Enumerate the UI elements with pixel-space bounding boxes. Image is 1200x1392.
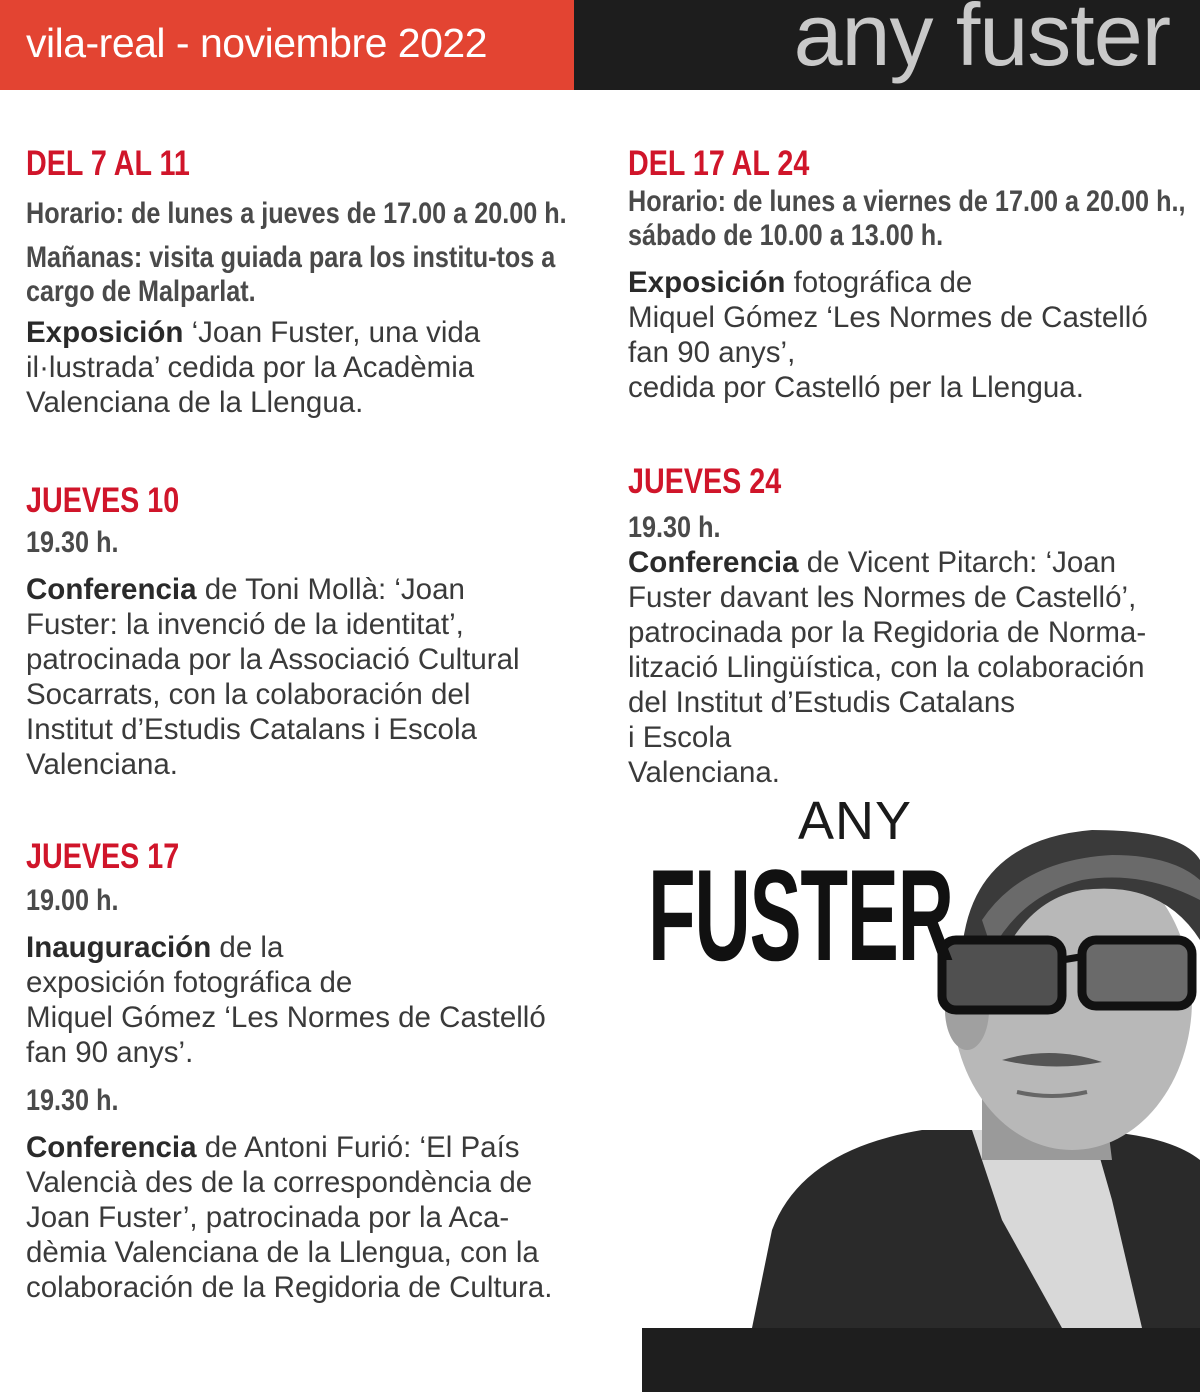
conference-lead: Conferencia: [26, 573, 197, 606]
exhibition-description: fotográfica de Miquel Gómez ‘Les Normes de Castelló fan 90 anys’, cedida por Castelló per la Llengua.: [628, 266, 1148, 404]
right-column: [628, 143, 1200, 790]
schedule-text: Horario: de lunes a viernes de 17.00 a 20.00 h., sábado de 10.00 a 13.00 h.: [628, 185, 1186, 252]
event-time: 19.30 h.: [26, 526, 119, 559]
schedule-text: Horario: de lunes a jueves de 17.00 a 20.00 h.: [26, 197, 567, 230]
conference-lead: Conferencia: [628, 546, 799, 579]
section-jueves-10: [26, 480, 626, 782]
exhibition-description: ‘Joan Fuster, una vida il·lustrada’ cedida por la Acadèmia Valenciana de la Llengua.: [26, 316, 481, 419]
exhibition-lead: Exposición: [628, 266, 786, 299]
section-title: DEL 17 AL 24: [628, 144, 810, 183]
left-column: [26, 143, 626, 1305]
header-brand-bar: [574, 0, 1200, 90]
section-title: JUEVES 10: [26, 481, 180, 520]
section-del-17-al-24: [628, 143, 1200, 405]
header-location-date: vila-real - noviembre 2022: [26, 20, 488, 66]
conference-description: de Antoni Furió: ‘El País Valencià des de la correspondència de Joan Fuster’, patrocinada por la Aca- dèmia Valenciana de la Llengua, con la colaboración de la Regidoria de Cultura.: [26, 1131, 553, 1304]
event-time: 19.30 h.: [26, 1084, 119, 1117]
inauguration-description: de la exposición fotográfica de Miquel Gómez ‘Les Normes de Castelló fan 90 anys’.: [26, 931, 546, 1069]
conference-text: [628, 545, 1200, 790]
logo-line-any: ANY: [798, 791, 913, 851]
section-jueves-17: [26, 836, 626, 1305]
conference-text: [26, 572, 626, 782]
section-title: JUEVES 24: [628, 462, 782, 501]
header-date-bar: [0, 0, 574, 90]
section-title: JUEVES 17: [26, 837, 180, 876]
event-time: 19.00 h.: [26, 884, 119, 917]
event-time: 19.30 h.: [628, 511, 721, 544]
logo-line-fuster: FUSTER: [648, 842, 953, 988]
exhibition-lead: Exposición: [26, 316, 184, 349]
header-brand-title: any fuster: [793, 0, 1170, 84]
conference-lead: Conferencia: [26, 1131, 197, 1164]
inauguration-text: [26, 930, 626, 1070]
mornings-text: Mañanas: visita guiada para los institu-tos a cargo de Malparlat.: [26, 241, 556, 308]
section-del-7-al-11: [26, 143, 626, 420]
conference-description: de Toni Mollà: ‘Joan Fuster: la invenció de la identitat’, patrocinada por la Associació Cultural Socarrats, con la colaboración del Institut d’Estudis Catalans i Escola Valenciana.: [26, 573, 520, 781]
inauguration-lead: Inauguración: [26, 931, 212, 964]
section-title: DEL 7 AL 11: [26, 144, 190, 183]
conference-text: [26, 1130, 626, 1305]
exhibition-text: [628, 265, 1200, 405]
exhibition-text: [26, 315, 626, 420]
conference-description: de Vicent Pitarch: ‘Joan Fuster davant les Normes de Castelló’, patrocinada por la Regidoria de Norma- lització Llingüística, con la colaboración del Institut d’Estudis Catalans i Escola Valenciana.: [628, 546, 1147, 789]
section-jueves-24: [628, 461, 1200, 790]
